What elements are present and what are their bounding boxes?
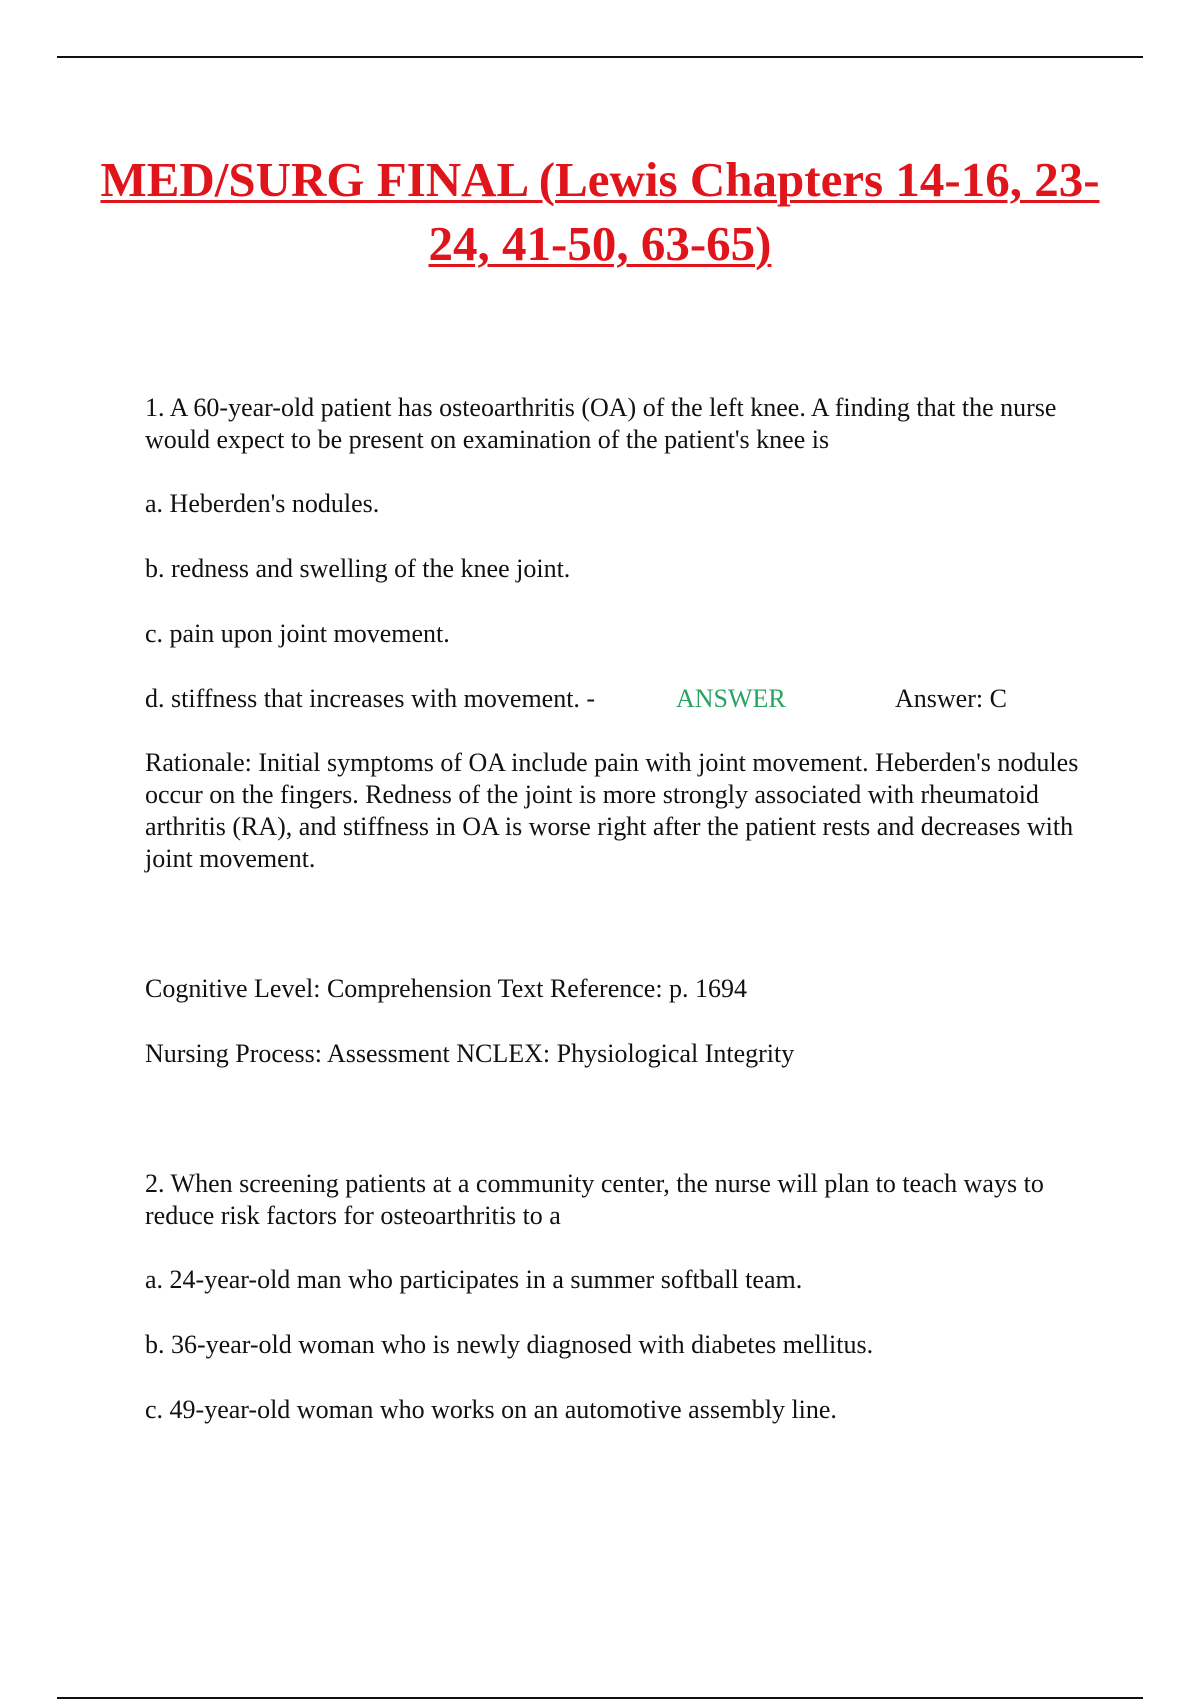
question-1-stem: 1. A 60-year-old patient has osteoarthritis (OA) of the left knee. A finding that the nurse would expect to be present on examination of the patient's knee is xyxy=(145,393,1057,454)
question-1-cognitive-level: Cognitive Level: Comprehension Text Reference: p. 1694 xyxy=(145,974,748,1003)
answer-value: Answer: C xyxy=(895,684,1007,713)
document-title: MED/SURG FINAL (Lewis Chapters 14-16, 23-24, 41-50, 63-65) xyxy=(100,152,1100,271)
question-1-answer-line xyxy=(145,683,1085,715)
question-2-option-b: b. 36-year-old woman who is newly diagnosed with diabetes mellitus. xyxy=(145,1330,874,1359)
bottom-rule xyxy=(57,1697,1143,1699)
answer-label: ANSWER xyxy=(676,684,786,713)
question-1-option-c: c. pain upon joint movement. xyxy=(145,619,450,648)
question-2-stem: 2. When screening patients at a community center, the nurse will plan to teach ways to reduce risk factors for osteoarthritis to a xyxy=(145,1169,1044,1230)
top-rule xyxy=(57,56,1143,58)
document-body xyxy=(145,392,1085,1459)
question-2-option-a: a. 24-year-old man who participates in a summer softball team. xyxy=(145,1265,803,1294)
question-1-option-b: b. redness and swelling of the knee joint. xyxy=(145,554,571,583)
question-1-option-a: a. Heberden's nodules. xyxy=(145,489,380,518)
question-1-nursing-process: Nursing Process: Assessment NCLEX: Physiological Integrity xyxy=(145,1039,795,1068)
question-2-option-c: c. 49-year-old woman who works on an automotive assembly line. xyxy=(145,1395,837,1424)
question-1-rationale: Rationale: Initial symptoms of OA include pain with joint movement. Heberden's nodules occur on the fingers. Redness of the joint is more strongly associated with rheumatoid arthritis (RA), and stiffness in OA is worse right after the patient rests and decreases with joint movement. xyxy=(145,748,1079,873)
question-1-option-d: d. stiffness that increases with movement. - xyxy=(145,684,596,713)
